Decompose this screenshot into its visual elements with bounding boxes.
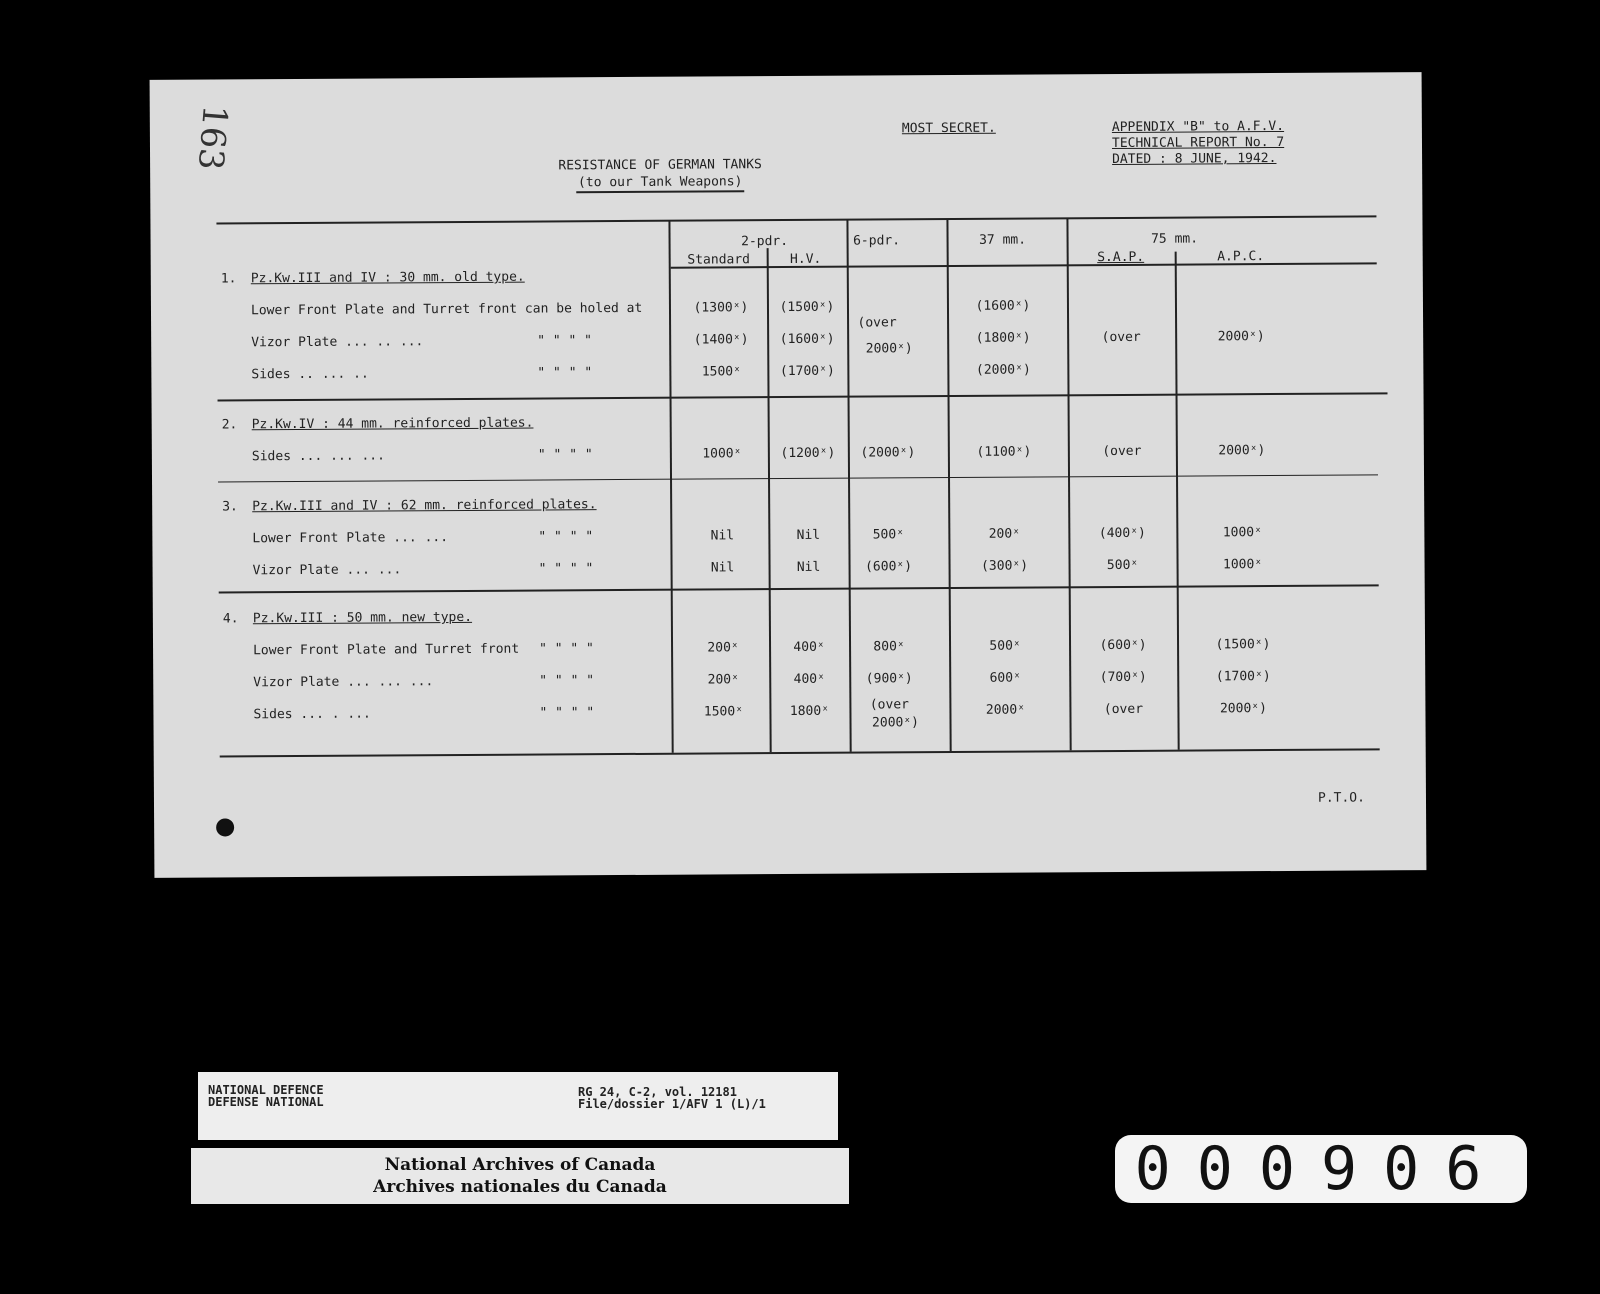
stamp-line: NATIONAL DEFENCE [208, 1083, 324, 1097]
cell-apc: 1000ˣ [1222, 557, 1263, 573]
cell-37mm: (1100ˣ) [976, 444, 1032, 460]
row-ditto: " " " " [539, 641, 594, 657]
section-number: 2. [221, 417, 238, 433]
row-ditto: " " " " [538, 561, 594, 577]
stamp-line: DEFENSE NATIONAL [208, 1095, 324, 1109]
column-rule [946, 219, 951, 751]
row-label: Lower Front Plate ... ... [252, 530, 449, 547]
cell-37mm: (1600ˣ) [975, 298, 1031, 314]
cell-hv: 400ˣ [793, 671, 825, 687]
cell-sap: (over [1102, 443, 1142, 460]
row-label: Lower Front Plate and Turret front can be holed at [250, 300, 643, 319]
cell-hv: (1200ˣ) [780, 445, 836, 462]
row-ditto: " " " " [537, 447, 593, 463]
header-2pdr: 2-pdr. [741, 233, 789, 250]
cell-37mm: 200ˣ [988, 526, 1021, 542]
cell-standard: 200ˣ [707, 640, 739, 656]
header-6pdr: 6-pdr. [853, 233, 901, 249]
cell-sap: (600ˣ) [1099, 637, 1147, 654]
row-label: Lower Front Plate and Turret front [253, 641, 520, 659]
header-37mm: 37 mm. [979, 232, 1027, 248]
cell-standard: 1000ˣ [702, 446, 742, 462]
cell-6pdr: (over [869, 697, 910, 713]
cell-hv: (1600ˣ) [779, 331, 835, 348]
page-turn-note: P.T.O. [1317, 790, 1365, 806]
header-standard: Standard [687, 252, 751, 268]
table-bottom-rule [220, 748, 1380, 757]
cell-6pdr: (2000ˣ) [860, 445, 916, 461]
appendix-line: APPENDIX "B" to A.F.V. [1111, 118, 1285, 136]
table-top-rule [216, 215, 1376, 224]
cell-hv: Nil [796, 559, 821, 575]
header-apc: A.P.C. [1217, 249, 1265, 265]
cell-37mm: 500ˣ [989, 638, 1021, 654]
cell-6pdr: 500ˣ [872, 527, 905, 543]
row-ditto: " " " " [539, 673, 595, 689]
row-label: Sides ... ... ... [251, 448, 385, 465]
section-number: 1. [220, 271, 237, 287]
cell-standard: 200ˣ [707, 672, 739, 688]
cell-standard: Nil [710, 528, 735, 544]
cell-37mm: 600ˣ [989, 670, 1021, 686]
cell-sap: (over [1103, 701, 1144, 718]
cell-standard: 1500ˣ [701, 364, 741, 380]
stamp-line: File/dossier 1/AFV 1 (L)/1 [578, 1097, 766, 1111]
cell-37mm: 2000ˣ [985, 702, 1026, 718]
cell-hv: (1500ˣ) [779, 299, 835, 316]
archives-line: National Archives of Canada [384, 1155, 656, 1175]
cell-37mm: (300ˣ) [981, 558, 1029, 574]
cell-apc: (1500ˣ) [1215, 637, 1271, 653]
row-ditto: " " " " [538, 529, 594, 545]
cell-6pdr: (900ˣ) [865, 671, 913, 687]
section-number: 4. [222, 611, 239, 627]
column-rule [767, 248, 772, 752]
column-rule [1066, 218, 1071, 750]
section-title: Pz.Kw.III : 50 mm. new type. [252, 609, 473, 627]
cell-standard: (1400ˣ) [693, 332, 749, 348]
row-ditto: " " " " [537, 365, 593, 381]
section-title: Pz.Kw.III and IV : 30 mm. old type. [250, 269, 525, 287]
appendix-block [1112, 119, 1284, 168]
cell-6pdr: 2000ˣ) [865, 341, 913, 357]
row-label: Vizor Plate ... ... [252, 562, 402, 579]
appendix-line: DATED : 8 JUNE, 1942. [1112, 151, 1277, 168]
document-title: RESISTANCE OF GERMAN TANKS [558, 157, 762, 174]
archives-line: Archives nationales du Canada [373, 1177, 667, 1197]
row-label: Sides .. ... .. [251, 366, 369, 383]
cell-standard: (1300ˣ) [693, 300, 749, 316]
cell-6pdr: (over [857, 315, 897, 331]
header-sap: S.A.P. [1097, 249, 1145, 266]
cell-hv: 1800ˣ [789, 703, 830, 719]
frame-counter: 000906 [1115, 1135, 1527, 1203]
classification: MOST SECRET. [901, 120, 996, 137]
appendix-line: TECHNICAL REPORT No. 7 [1111, 134, 1285, 152]
section-title: Pz.Kw.IV : 44 mm. reinforced plates. [251, 415, 534, 433]
punch-hole [216, 818, 234, 836]
document-title-block [530, 156, 790, 194]
document-subtitle: (to our Tank Weapons) [576, 173, 744, 193]
cell-sap: 500ˣ [1106, 557, 1139, 574]
cell-apc: 2000ˣ) [1219, 701, 1267, 717]
row-label: Vizor Plate ... .. ... [251, 334, 424, 351]
cell-hv: Nil [796, 527, 821, 543]
stamp-line: RG 24, C-2, vol. 12181 [578, 1085, 737, 1099]
cell-6pdr: 2000ˣ) [871, 715, 920, 731]
cell-sap: (700ˣ) [1099, 669, 1147, 686]
cell-standard: 1500ˣ [703, 704, 744, 720]
column-rule [668, 221, 673, 753]
cell-apc: 2000ˣ) [1217, 329, 1265, 345]
cell-standard: Nil [710, 560, 735, 576]
cell-apc: 2000ˣ) [1218, 443, 1266, 459]
header-rule [671, 262, 1377, 268]
cell-apc: 1000ˣ [1222, 525, 1262, 541]
cell-6pdr: (600ˣ) [865, 559, 913, 575]
cell-sap: (400ˣ) [1098, 525, 1146, 542]
section-rule [218, 474, 1378, 482]
cell-37mm: (2000ˣ) [975, 362, 1031, 378]
cell-37mm: (1800ˣ) [975, 330, 1031, 346]
section-title: Pz.Kw.III and IV : 62 mm. reinforced plates. [252, 497, 597, 515]
header-hv: H.V. [789, 251, 822, 267]
row-ditto: " " " " [539, 705, 595, 721]
section-number: 3. [222, 499, 238, 515]
archives-label [191, 1148, 849, 1204]
cell-6pdr: 800ˣ [873, 639, 905, 655]
section-rule [219, 584, 1379, 593]
column-rule [1175, 252, 1180, 750]
cell-hv: (1700ˣ) [779, 363, 835, 380]
header-75mm: 75 mm. [1151, 231, 1199, 247]
cell-hv: 400ˣ [793, 639, 825, 655]
column-rule [846, 220, 851, 752]
document-sheet [150, 72, 1427, 878]
row-label: Vizor Plate ... ... ... [253, 674, 434, 691]
row-ditto: " " " " [537, 333, 593, 349]
handwritten-mark: 163 [189, 103, 235, 172]
cell-apc: (1700ˣ) [1215, 669, 1271, 685]
row-label: Sides ... . ... [253, 706, 371, 723]
cell-sap: (over [1101, 329, 1141, 346]
section-rule [218, 392, 1388, 401]
archive-reference-stamp [198, 1072, 838, 1140]
